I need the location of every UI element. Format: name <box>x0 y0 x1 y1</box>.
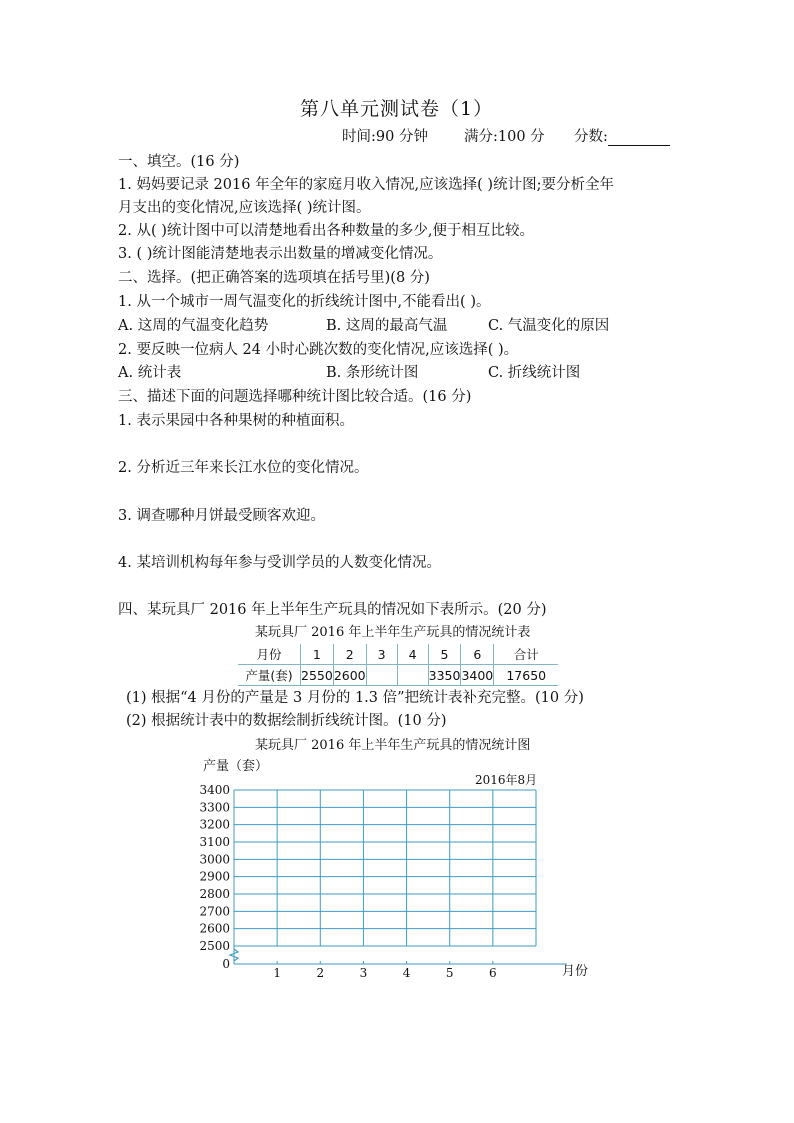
chart-date-note: 2016年8月 <box>475 773 538 787</box>
section2-q1-option-a: A. 这周的气温变化趋势 <box>118 318 269 334</box>
chart-title: 某玩具厂 2016 年上半年生产玩具的情况统计图 <box>255 738 531 753</box>
section3-heading: 三、描述下面的问题选择哪种统计图比较合适。(16 分) <box>118 389 472 405</box>
section2-q2-option-b: B. 条形统计图 <box>326 365 419 381</box>
y-tick-label: 3400 <box>199 783 230 797</box>
section2-heading: 二、选择。(把正确答案的选项填在括号里)(8 分) <box>118 270 430 286</box>
time-label: 时间:90 分钟 <box>342 129 428 145</box>
full-score-label: 满分:100 分 <box>464 129 545 145</box>
section1-q3: 3. ( )统计图能清楚地表示出数量的增减变化情况。 <box>118 246 443 262</box>
table-cell: 2600 <box>333 665 366 686</box>
x-tick-label: 1 <box>273 966 281 980</box>
x-tick-label: 2 <box>316 966 325 980</box>
section3-q3: 3. 调查哪种月饼最受顾客欢迎。 <box>118 508 325 524</box>
y-tick-label: 2800 <box>199 887 230 901</box>
x-tick-label: 3 <box>359 966 368 980</box>
table-cell: 6 <box>461 644 494 665</box>
section4-heading: 四、某玩具厂 2016 年上半年生产玩具的情况如下表所示。(20 分) <box>118 602 547 618</box>
table-cell: 产量(套) <box>238 665 301 686</box>
table-cell: 2550 <box>301 665 334 686</box>
section2-q1: 1. 从一个城市一周气温变化的折线统计图中,不能看出( )。 <box>118 294 491 310</box>
table-cell: 月份 <box>238 644 301 665</box>
y-axis-label: 产量（套） <box>203 759 269 774</box>
section3-q4: 4. 某培训机构每年参与受训学员的人数变化情况。 <box>118 555 441 571</box>
y-tick-label: 2900 <box>199 869 230 884</box>
y-tick-label: 2600 <box>199 921 230 936</box>
page-title: 第八单元测试卷（1） <box>300 98 494 120</box>
section4-sub1: (1) 根据“4 月份的产量是 3 月份的 1.3 倍”把统计表补充完整。(10 分) <box>126 690 584 706</box>
table-cell: 2 <box>333 644 366 665</box>
section1-q2: 2. 从( )统计图中可以清楚地看出各种数量的多少,便于相互比较。 <box>118 223 534 239</box>
table-cell: 1 <box>301 644 334 665</box>
x-axis-label: 月份 <box>562 964 589 979</box>
y-tick-label: 3300 <box>199 800 230 815</box>
table-title: 某玩具厂 2016 年上半年生产玩具的情况统计表 <box>255 625 531 640</box>
table-cell: 3400 <box>461 665 494 686</box>
table-cell: 4 <box>397 644 428 665</box>
section2-q1-option-b: B. 这周的最高气温 <box>326 318 448 334</box>
y-tick-label: 2700 <box>199 904 230 919</box>
table-cell: 5 <box>428 644 461 665</box>
table-cell: 17650 <box>494 665 559 686</box>
section1-q1-line1: 1. 妈妈要记录 2016 年全年的家庭月收入情况,应该选择( )统计图;要分析全年 <box>118 177 614 193</box>
y-tick-label: 3000 <box>199 852 230 867</box>
x-tick-label: 6 <box>489 966 497 980</box>
section1-q1-line2: 月支出的变化情况,应该选择( )统计图。 <box>118 200 371 216</box>
x-tick-label: 5 <box>445 966 454 980</box>
score-label: 分数: <box>574 129 608 145</box>
x-tick-label: 4 <box>402 966 411 980</box>
section2-q2-option-c: C. 折线统计图 <box>488 365 581 381</box>
section1-heading: 一、填空。(16 分) <box>118 154 240 170</box>
table-cell: 3350 <box>428 665 461 686</box>
section3-q2: 2. 分析近三年来长江水位的变化情况。 <box>118 460 369 476</box>
section2-q1-option-c: C. 气温变化的原因 <box>488 318 610 334</box>
y-tick-label: 2500 <box>199 939 230 953</box>
table-cell: 3 <box>366 644 397 665</box>
y-tick-label: 3200 <box>199 817 230 832</box>
section3-q1: 1. 表示果园中各种果树的种植面积。 <box>118 413 354 429</box>
y-zero-label: 0 <box>222 957 230 971</box>
section2-q2: 2. 要反映一位病人 24 小时心跳次数的变化情况,应该选择( )。 <box>118 342 519 358</box>
table-cell: 合计 <box>494 644 559 665</box>
section4-sub2: (2) 根据统计表中的数据绘制折线统计图。(10 分) <box>126 713 447 729</box>
section2-q2-option-a: A. 统计表 <box>118 365 182 381</box>
y-tick-label: 3100 <box>199 835 230 849</box>
